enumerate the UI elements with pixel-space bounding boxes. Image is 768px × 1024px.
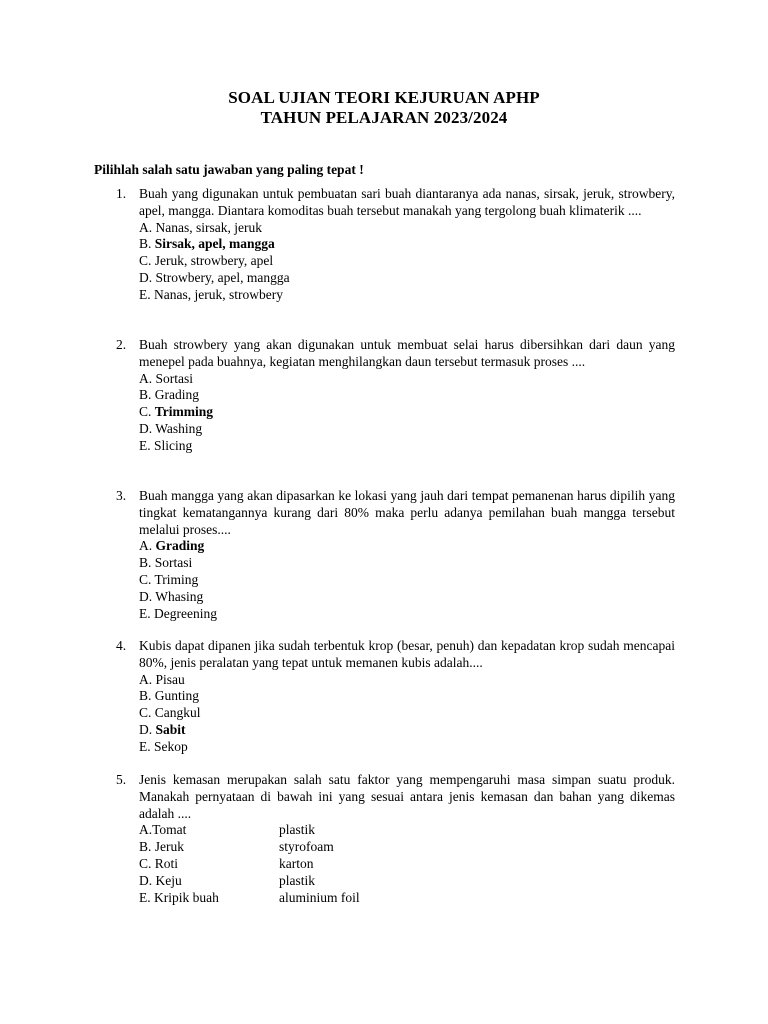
option-text: Washing (155, 420, 203, 436)
answer-option (139, 538, 675, 555)
question-number: 1. (116, 186, 127, 201)
answer-option (139, 688, 675, 705)
option-letter: C. (139, 571, 155, 587)
question-body (139, 772, 675, 906)
question-body (139, 488, 675, 622)
option-packaging: aluminium foil (279, 889, 360, 905)
option-text: Triming (154, 571, 199, 587)
option-text: Jeruk (154, 839, 185, 855)
answer-option (139, 739, 675, 756)
answer-option (139, 555, 675, 572)
option-letter: E. (139, 889, 154, 905)
option-letter: B. (139, 688, 155, 704)
answer-option (139, 253, 675, 270)
answer-option (139, 572, 675, 589)
option-text: Roti (154, 855, 179, 871)
option-text: Cangkul (154, 705, 201, 721)
option-packaging: plastik (279, 822, 315, 838)
answer-option (139, 220, 675, 237)
question-number: 5. (116, 772, 127, 787)
option-text: Tomat (152, 822, 187, 838)
option-letter: D. (139, 588, 156, 604)
option-letter: C. (139, 855, 155, 871)
option-text: Pisau (155, 671, 185, 687)
option-letter: E. (139, 286, 154, 302)
document-title: SOAL UJIAN TEORI KEJURUAN APHP (228, 88, 540, 107)
option-packaging: karton (279, 855, 314, 871)
answer-option (139, 270, 675, 287)
option-letter: A. (139, 822, 153, 838)
option-text-answer: Sabit (155, 721, 186, 737)
question-body (139, 186, 675, 304)
answer-option (139, 387, 675, 404)
option-text: Kripik buah (154, 889, 219, 905)
answer-option (139, 873, 675, 890)
option-text-answer: Sirsak, apel, mangga (154, 236, 275, 252)
answer-option (139, 589, 675, 606)
option-letter: B. (139, 555, 155, 571)
answer-option (139, 287, 675, 304)
question-stem: Buah strowbery yang akan digunakan untuk membuat selai harus dibersihkan dari daun yang menepel pada buahnya, kegiatan menghilangkan daun tersebut termasuk proses .... (139, 337, 675, 369)
option-text: Gunting (154, 688, 200, 704)
option-text: Nanas, jeruk, strowbery (154, 286, 283, 302)
option-letter: D. (139, 269, 156, 285)
question-stem: Buah yang digunakan untuk pembuatan sari buah diantaranya ada nanas, sirsak, jeruk, strowbery, apel, mangga. Diantara komoditas buah tersebut manakah yang tergolong buah klimaterik .... (139, 186, 675, 218)
option-text: Sortasi (155, 370, 194, 386)
option-text: Keju (155, 872, 182, 888)
option-text: Degreening (154, 605, 217, 621)
option-letter: B. (139, 839, 155, 855)
answer-option (139, 890, 675, 907)
answer-option (139, 856, 675, 873)
option-packaging: plastik (279, 872, 315, 888)
option-letter: E. (139, 605, 154, 621)
document-subtitle: TAHUN PELAJARAN 2023/2024 (260, 108, 508, 127)
option-letter: D. (139, 721, 156, 737)
option-letter: B. (139, 236, 155, 252)
answer-option (139, 822, 675, 839)
question-body (139, 337, 675, 455)
question-stem: Kubis dapat dipanen jika sudah terbentuk krop (besar, penuh) dan kepadatan krop sudah mencapai 80%, jenis peralatan yang tepat untuk memanen kubis adalah.... (139, 638, 675, 670)
option-text: Slicing (154, 437, 193, 453)
option-letter: C. (139, 253, 155, 269)
option-letter: B. (139, 387, 155, 403)
question-number: 2. (116, 337, 127, 352)
option-letter: A. (139, 219, 156, 235)
question-number: 3. (116, 488, 127, 503)
option-text-answer: Trimming (154, 404, 214, 420)
option-text-answer: Grading (155, 538, 205, 554)
option-letter: D. (139, 420, 156, 436)
option-letter: A. (139, 671, 156, 687)
answer-option (139, 672, 675, 689)
option-text: Sortasi (154, 555, 193, 571)
instruction-text: Pilihlah salah satu jawaban yang paling tepat ! (94, 162, 364, 177)
question-stem: Buah mangga yang akan dipasarkan ke lokasi yang jauh dari tempat pemanenan harus dipilih yang tingkat kematangannya kurang dari 80% maka perlu adanya pemilahan buah mangga tersebut melalui proses.... (139, 488, 675, 537)
option-letter: A. (139, 538, 156, 554)
answer-option (139, 839, 675, 856)
answer-option (139, 236, 675, 253)
option-letter: A. (139, 370, 156, 386)
option-text: Strowbery, apel, mangga (155, 269, 290, 285)
answer-option (139, 371, 675, 388)
option-letter: E. (139, 437, 154, 453)
option-packaging: styrofoam (279, 839, 334, 855)
answer-option (139, 421, 675, 438)
answer-option (139, 404, 675, 421)
answer-option (139, 722, 675, 739)
answer-option (139, 606, 675, 623)
option-letter: C. (139, 705, 155, 721)
option-letter: C. (139, 404, 155, 420)
option-letter: E. (139, 738, 154, 754)
question-body (139, 638, 675, 756)
option-text: Nanas, sirsak, jeruk (155, 219, 262, 235)
option-text: Whasing (155, 588, 204, 604)
option-text: Sekop (154, 738, 188, 754)
option-text: Grading (154, 387, 200, 403)
option-letter: D. (139, 872, 156, 888)
question-stem: Jenis kemasan merupakan salah satu faktor yang mempengaruhi masa simpan suatu produk. Manakah pernyataan di bawah ini yang sesuai antara jenis kemasan dan bahan yang dikemas adalah .... (139, 772, 675, 821)
option-text: Jeruk, strowbery, apel (154, 253, 274, 269)
question-number: 4. (116, 638, 127, 653)
answer-option (139, 438, 675, 455)
answer-option (139, 705, 675, 722)
